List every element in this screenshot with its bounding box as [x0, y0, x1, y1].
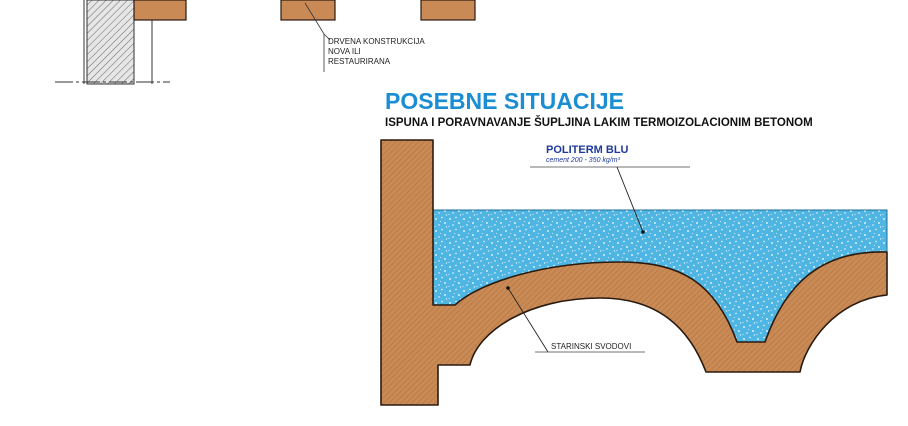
arch-label: STARINSKI SVODOVI — [551, 342, 632, 351]
product-leader-dot — [641, 230, 645, 234]
section-title: POSEBNE SITUACIJE — [385, 88, 624, 114]
wood-beam-3 — [421, 0, 475, 20]
product-spec: cement 200 - 350 kg/m³ — [546, 157, 620, 164]
hatched-wall — [87, 0, 134, 84]
beam-note-line-3: RESTAURIRANA — [328, 57, 391, 66]
wood-beam-2 — [281, 0, 335, 20]
arch-leader-dot — [506, 286, 510, 290]
top-detail — [55, 0, 475, 84]
product-name: POLITERM BLU — [546, 144, 629, 156]
beam-note-line-2: NOVA ILI — [328, 47, 361, 56]
beam-note-line-1: DRVENA KONSTRUKCIJA — [328, 37, 425, 46]
section-subtitle: ISPUNA I PORAVNAVANJE ŠUPLJINA LAKIM TERMOIZOLACIONIM BETONOM — [385, 117, 813, 129]
wood-beam-1 — [134, 0, 186, 20]
